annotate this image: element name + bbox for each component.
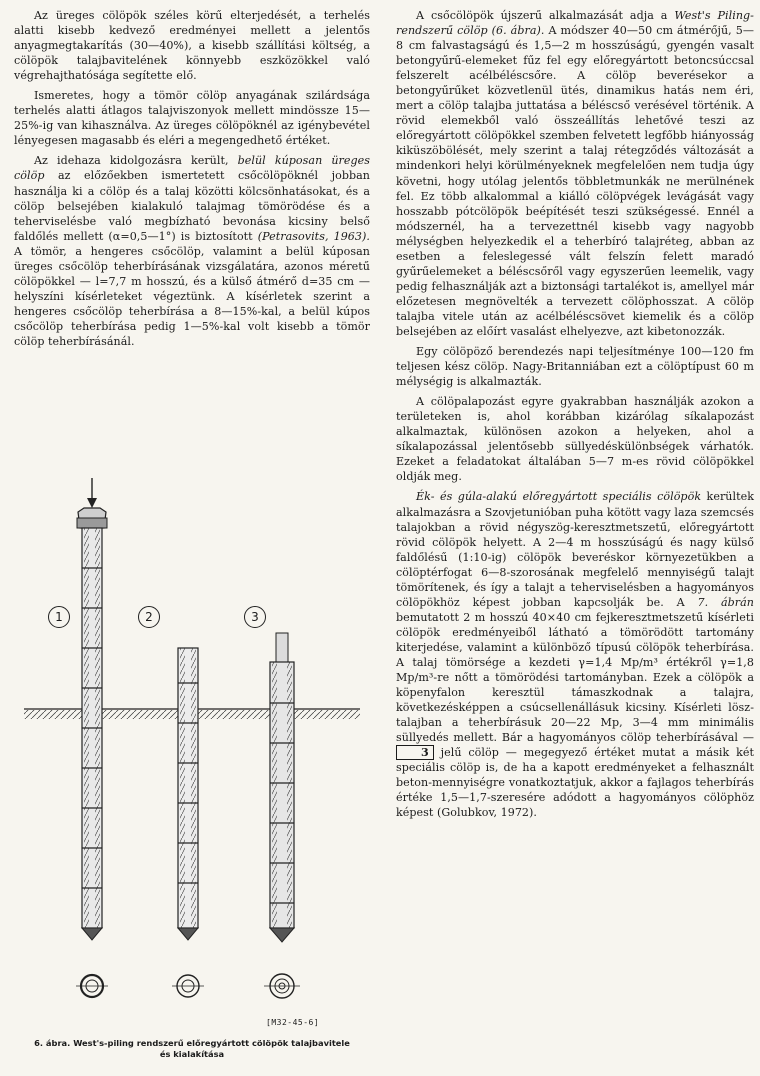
cross-section-2 [172,975,204,997]
text-run: A módszer 40—50 cm átmérőjű, 5—8 cm falvastagságú és 1,5—2 m hosszúságú, gyengén vasalt betongyűrű-elemeket fűz fel egy előregyártott betoncsúccsal felszerelt acélbéléscsőre. A cölöp beverésekor a betongyűrűket közvetlenül ütés, dinamikus hatás nem éri, mert a cölöp talajba juttatása a béléscső verésével történik. A rövid elemekből való összeállítás lehetővé teszi az előregyártott cölöpökkel szemben felvetett legfőbb hiányosság kiküszöbölését, mely szerint a talaj rétegződés változását a mindenkori helyi körülményeknek megfelelően nem tudja úgy követni, hogy utólag jelentős többletmunkák ne merülnének fel. Ez több alkalommal a kiálló cölöpvégek levágását vagy hosszabb pótcölöpök beépítését teszi szükségessé. Ennél a módszernél, ha a tervezettnél kisebb vagy nagyobb mélységben helyezkedik el a teherbíró talajréteg, abban az esetben a feleslegessé vált felszín felett maradó gyűrűelemeket a béléscsőről vagy egyszerűen leemelik, vagy pedig felhasználják azt a biztonsági tartalékot is, amellyel már előzetesen megnövelték a tervezett cölöphosszat. A cölöp talajba vitele után az acélbéléscsövet kiemelik és a cölöp belsejében az előírt vasalást elhelyezve, azt kibetonozzák. [396,24,754,338]
figure-caption [14,1038,370,1060]
pile-label-2: 2 [138,606,160,628]
paragraph: Az üreges cölöpök széles körű elterjedését, a terhelés alatti kisebb kedvező eredményei mellett a jelentős anyagmegtakarítás (30—40%), a kisebb szállítási költség, a cölöpök talajbavitelének könnyebb eszközökkel való végrehajthatósága segítette elő. [14,9,370,83]
figure-reference: 7. ábrán [697,595,754,609]
cross-section-3 [264,974,300,998]
pile-3 [270,633,294,942]
text-run: A csőcölöpök újszerű alkalmazását adja a [416,9,675,22]
driving-arrow [87,478,97,508]
italic-term: Ék- és gúla-alakú előregyártott speciális cölöpök [416,490,702,504]
paragraph [396,8,754,339]
text-run: Az idehaza kidolgozásra került, [34,154,238,168]
figure-6-pile-diagram [14,478,370,1038]
caption-line: és kialakítása [159,1049,225,1059]
pile-1 [77,508,107,940]
citation: (Petrasovits, 1963). [257,229,370,243]
cross-section-1 [76,975,108,997]
boxed-pile-number: 3 [396,745,434,760]
italic-term: belül kúposan üreges cölöp [14,154,370,183]
pile-2 [178,648,198,940]
figure-reference-code: [M32-45-6] [266,1018,320,1027]
left-text-column [14,8,370,354]
right-text-column [396,8,754,825]
paragraph [14,153,370,349]
paragraph: Egy cölöpöző berendezés napi teljesítménye 100—120 fm teljesen kész cölöp. Nagy-Britanniában ezt a cölöptípust 60 m mélységig is alkalmazták. [396,345,754,389]
text-run: jelű cölöp — megegyező értéket mutat a másik két speciális cölöp is, de ha a kapott eredményeket a felhasznált beton-mennyiségre vonatkoztatjuk, akkor a fajlagos teherbírás értéke 1,5—1,7-szeresére adódott a hagyományos cölöphöz képest (Golubkov, 1972). [396,746,754,820]
text-run: az előzőekben ismertetett csőcölöpöknél jobban használja ki a cölöp és a talaj közötti kölcsönhatásokat, és a cölöp belsejében kialakuló talajmag tömörödése és a teherviselésbe való megbízható bevonása kicsiny belső faldőlés mellett (α=0,5—1°) is biztosított [14,169,370,243]
text-run: bemutatott 2 m hosszú 40×40 cm fejkeresztmetszetű kísérleti cölöpök eredményeiből látható a tömörödött tartomány kiterjedése, valamint a különböző típusú cölöpök teherbírása. A talaj tömörsége a kezdeti γ=1,4 Mp/m³ értékről γ=1,8 Mp/m³-re nőtt a tömörödési tartományban. Ezek a cölöpök a köpenyfalon keresztül támaszkodnak a talajra, következésképpen a csúcsellenállásuk kicsiny. Kísérleti lösz-talajban a teherbírásuk 20—22 Mp, 3—4 mm minimális süllyedés mellett. Bár a hagyományos cölöp teherbírásával — [396,610,754,745]
pile-label-3: 3 [244,606,266,628]
paragraph [396,489,754,820]
pile-label-1: 1 [48,606,70,628]
text-run: kerültek alkalmazásra a Szovjetunióban puha kötött vagy laza szemcsés talajokban a rövid négyszög-keresztmetszetű, előregyártott rövid cölöpök helyett. A 2—4 m hosszúságú és nagy külső faldőlésű (1:10-ig) cölöpök beveréskor környezetükben a cölöptérfogat 6—8-szorosának megfelelő mennyiségű talajt tömörítenek, és így a talajt a teherviselésben a hagyományos cölöpökhöz képest jobban kapcsolják be. A [396,490,754,609]
italic-term: West's Piling-rendszerű cölöp (6. ábra). [396,9,754,38]
text-run: A tömör, a hengeres csőcölöp, valamint a belül kúposan üreges csőcölöp teherbírásának vizsgálatára, azonos méretű cölöpökkel — l=7,7 m hosszú, és a külső átmérő d=35 cm — helyszíni kísérleteket végeztünk. A kísérletek szerint a hengeres csőcölöp teherbírása a 8—15%-kal, a belül kúpos csőcölöp teherbírása pedig 1—5%-kal volt kisebb a tömör cölöp teherbírásánál. [14,244,370,348]
pile-drawing [14,478,370,1038]
paragraph: Ismeretes, hogy a tömör cölöp anyagának szilárdsága terhelés alatti átlagos talajviszonyok mellett mindössze 15—25%-ig van kihasználva. Az üreges cölöpöknél az igénybevétel lényegesen magasabb és eléri a megengedhető értéket. [14,89,370,148]
caption-line: 6. ábra. West's-piling rendszerű előregyártott cölöpök talajbavitele [34,1038,350,1048]
paragraph: A cölöpalapozást egyre gyakrabban használják azokon a területeken is, ahol korábban kizárólag síkalapozást alkalmaztak, különösen azokon a helyeken, ahol a síkalapozással jelentősebb süllyedéskülönbségek várhatók. Ezeket a feladatokat általában 5—7 m-es rövid cölöpökkel oldják meg. [396,395,754,484]
